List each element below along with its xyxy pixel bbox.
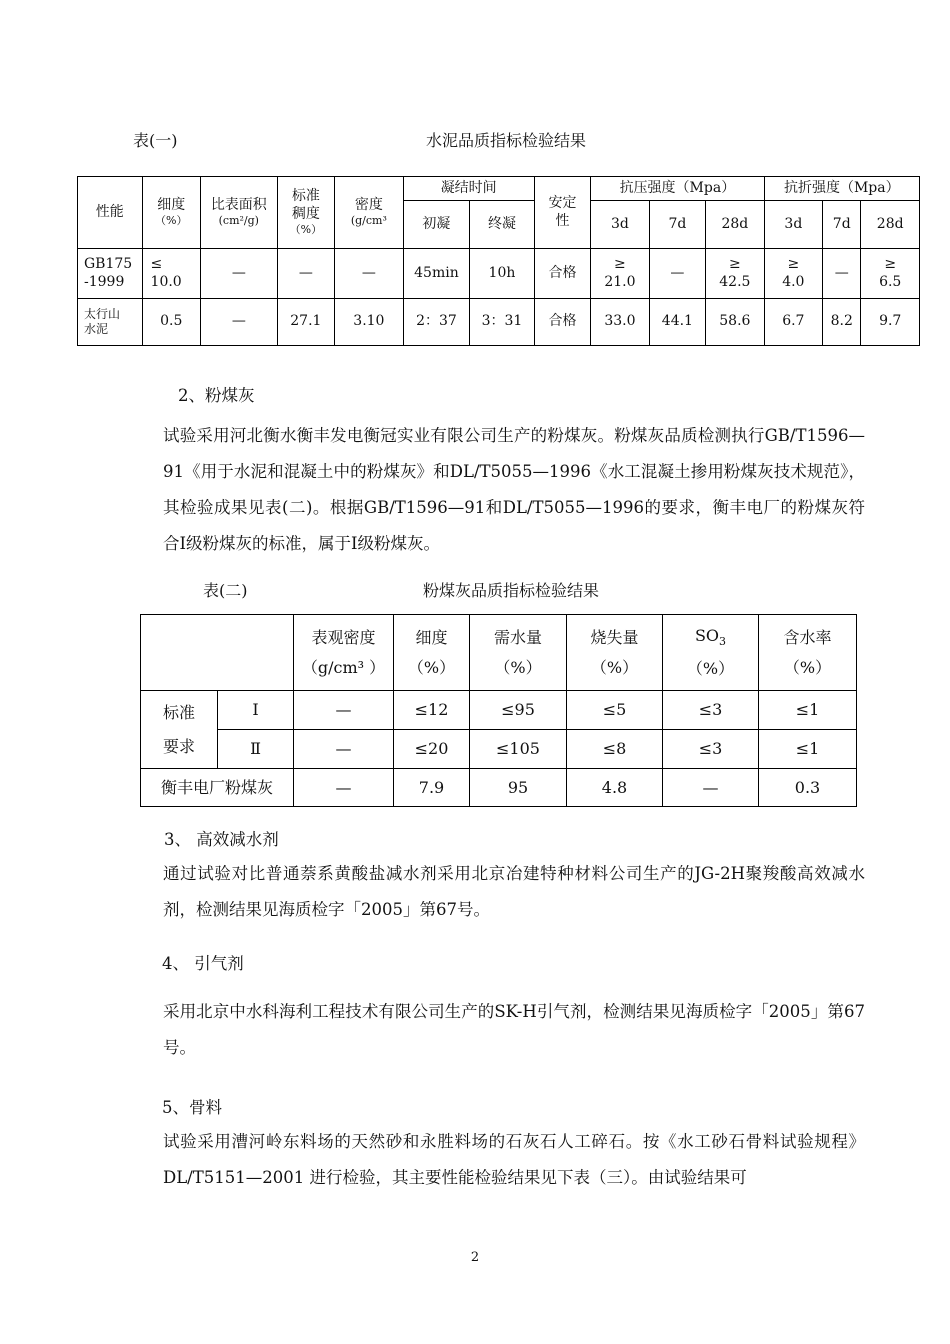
grade: Ⅱ <box>218 730 294 769</box>
header-so3: $SO_3$ （%） <box>663 615 759 691</box>
cell: — <box>335 249 404 299</box>
cell: 合格 <box>534 299 590 346</box>
paragraph: 试验采用河北衡水衡丰发电衡冠实业有限公司生产的粉煤灰。粉煤灰品质检测执行GB/T1596—91《用于水泥和混凝土中的粉煤灰》和DL/T5055—1996《水工混凝土掺用粉煤灰技术规范》，其检验成果见表(二)。根据GB/T1596—91和DL/T5055—1996的要求，衡丰电厂的粉煤灰符合Ⅰ级粉煤灰的标准，属于Ⅰ级粉煤灰。 <box>163 426 865 553</box>
section-heading: 4、 引气剂 <box>162 954 244 973</box>
header-fineness: 细度 （%） <box>142 177 200 249</box>
cell: — <box>294 691 394 730</box>
cell: 6.7 <box>764 299 822 346</box>
cell: 33.0 <box>591 299 649 346</box>
cell: — <box>663 769 759 807</box>
cell: ≤3 <box>663 691 759 730</box>
paragraph: 试验采用漕河岭东料场的天然砂和永胜料场的石灰石人工碎石。按《水工砂石骨料试验规程》DL/T5151—2001 进行检验，其主要性能检验结果见下表（三）。由试验结果可 <box>163 1132 865 1187</box>
cell: ≥ 42.5 <box>706 249 765 299</box>
header-age: 7d <box>823 201 861 249</box>
cell: 7.9 <box>394 769 470 807</box>
table-row-standard <box>78 249 920 299</box>
table-row-sample <box>141 769 857 807</box>
header-initial-set: 初凝 <box>403 201 470 249</box>
cell: 45min <box>403 249 470 299</box>
page-number: 2 <box>470 1250 480 1265</box>
cell: ≤1 <box>759 691 857 730</box>
header-loss-on-ignition: 烧失量 （%） <box>567 615 663 691</box>
cell: ≤5 <box>567 691 663 730</box>
header-final-set: 终凝 <box>470 201 535 249</box>
fly-ash-quality-table <box>140 614 857 807</box>
header-age: 28d <box>706 201 765 249</box>
row-name: GB175 -1999 <box>78 249 143 299</box>
header-stability: 安定 性 <box>534 177 590 249</box>
table2-label: 表(二) <box>203 581 248 600</box>
cell: 0.3 <box>759 769 857 807</box>
row-name: 太行山 水泥 <box>78 299 143 346</box>
table1-title: 水泥品质指标检验结果 <box>426 131 587 150</box>
cell: ≤1 <box>759 730 857 769</box>
cell: ≥ 6.5 <box>861 249 920 299</box>
header-empty <box>141 615 294 691</box>
cell: — <box>201 299 278 346</box>
cell: ≥ 21.0 <box>591 249 649 299</box>
cell: ≥ 4.0 <box>764 249 822 299</box>
cell: 0.5 <box>142 299 200 346</box>
cell: 8.2 <box>823 299 861 346</box>
header-fineness: 细度 （%） <box>394 615 470 691</box>
cell: 3：31 <box>470 299 535 346</box>
cell: 3.10 <box>335 299 404 346</box>
header-age: 28d <box>861 201 920 249</box>
table-row-sample <box>78 299 920 346</box>
row-name: 衡丰电厂粉煤灰 <box>141 769 294 807</box>
cell: — <box>277 249 334 299</box>
grade: Ⅰ <box>218 691 294 730</box>
header-surface-area: 比表面积 (cm²/g) <box>201 177 278 249</box>
header-age: 3d <box>764 201 822 249</box>
cell: — <box>649 249 705 299</box>
table2-title: 粉煤灰品质指标检验结果 <box>423 581 600 600</box>
cell: 合格 <box>534 249 590 299</box>
section-heading: 5、骨料 <box>162 1098 222 1117</box>
std-label: 标准 要求 <box>141 691 218 769</box>
cell: ≤3 <box>663 730 759 769</box>
cell: 4.8 <box>567 769 663 807</box>
table1-label: 表(一) <box>133 131 178 150</box>
header-moisture: 含水率 （%） <box>759 615 857 691</box>
section-heading: 2、粉煤灰 <box>178 386 255 405</box>
cell: ≤20 <box>394 730 470 769</box>
cell: 2：37 <box>403 299 470 346</box>
cell: 9.7 <box>861 299 920 346</box>
cell: ≤8 <box>567 730 663 769</box>
cell: 10h <box>470 249 535 299</box>
cell: ≤95 <box>470 691 567 730</box>
header-age: 7d <box>649 201 705 249</box>
cell: 44.1 <box>649 299 705 346</box>
cell: 95 <box>470 769 567 807</box>
header-flexural-strength: 抗折强度（Mpa） <box>764 177 919 201</box>
table-row-grade2 <box>141 730 857 769</box>
cell: ≤105 <box>470 730 567 769</box>
cell: ≤12 <box>394 691 470 730</box>
header-water-demand: 需水量 （%） <box>470 615 567 691</box>
header-performance: 性能 <box>78 177 143 249</box>
table-row-grade1 <box>141 691 857 730</box>
header-consistency: 标准 稠度 （%） <box>277 177 334 249</box>
paragraph: 通过试验对比普通萘系黄酸盐减水剂采用北京冶建特种材料公司生产的JG-2H聚羧酸高效减水剂，检测结果见海质检字「2005」第67号。 <box>163 864 865 919</box>
cell: — <box>201 249 278 299</box>
header-compressive-strength: 抗压强度（Mpa） <box>591 177 764 201</box>
header-setting-time: 凝结时间 <box>403 177 534 201</box>
header-apparent-density: 表观密度 （g/cm³ ） <box>294 615 394 691</box>
cell: 58.6 <box>706 299 765 346</box>
section-heading: 3、 高效减水剂 <box>164 830 279 849</box>
header-age: 3d <box>591 201 649 249</box>
cell: — <box>294 730 394 769</box>
header-density: 密度 (g/cm³ <box>335 177 404 249</box>
cell: 27.1 <box>277 299 334 346</box>
cell: — <box>823 249 861 299</box>
paragraph: 采用北京中水科海利工程技术有限公司生产的SK-H引气剂，检测结果见海质检字「2005」第67号。 <box>163 1002 865 1057</box>
cement-quality-table <box>77 176 920 346</box>
cell: ≤ 10.0 <box>142 249 200 299</box>
cell: — <box>294 769 394 807</box>
